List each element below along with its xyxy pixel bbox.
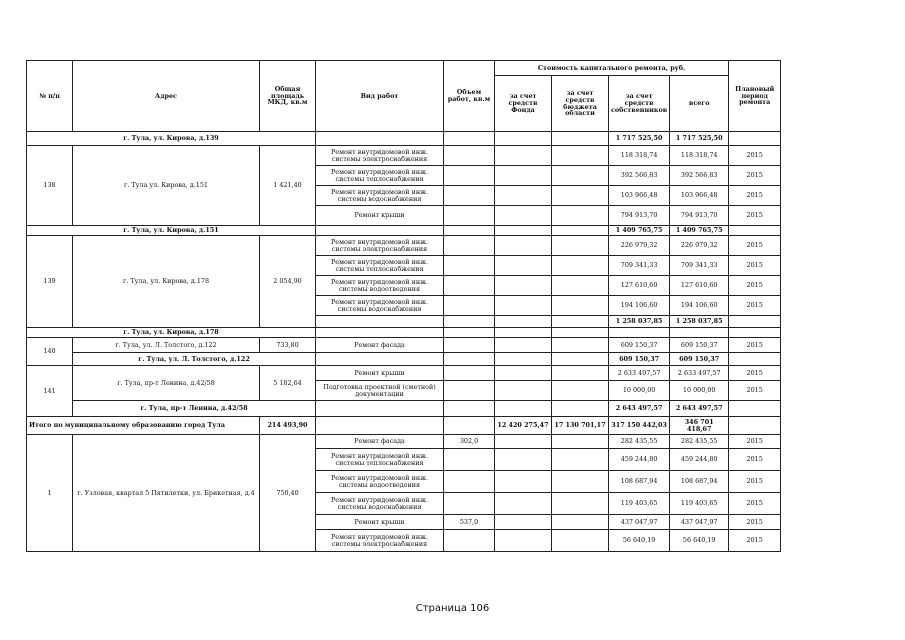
work-type: Подготовка проектной (сметной) документации [316, 381, 444, 401]
cost-total: 794 913,70 [670, 206, 729, 226]
work-type: Ремонт внутридомовой инж. системы электроснабжения [316, 236, 444, 256]
work-type: Ремонт внутридомовой инж. системы водоотведения [316, 276, 444, 296]
period: 2015 [729, 256, 781, 276]
cost-owners: 459 244,80 [609, 449, 670, 471]
subtotal-row [27, 226, 781, 236]
cost-owners: 103 966,48 [609, 186, 670, 206]
total-total: 346 701 418,67 [670, 417, 729, 435]
work-type: Ремонт фасада [316, 338, 444, 353]
subtotal-total: 609 150,37 [670, 353, 729, 366]
work-type: Ремонт внутридомовой инж. системы водоснабжения [316, 493, 444, 515]
work-type: Ремонт внутридомовой инж. системы теплоснабжения [316, 449, 444, 471]
period: 2015 [729, 471, 781, 493]
subtotal-label: г. Тула, ул. Кирова, д.139 [27, 132, 316, 146]
row-number: 138 [27, 146, 73, 226]
cost-total: 194 106,60 [670, 296, 729, 316]
period: 2015 [729, 435, 781, 449]
work-type: Ремонт крыши [316, 515, 444, 530]
subtotal-label: г. Тула, ул. Л. Толстого, д.122 [73, 353, 316, 366]
period: 2015 [729, 493, 781, 515]
work-volume: 537,0 [444, 515, 495, 530]
period: 2015 [729, 236, 781, 256]
total-fund: 12 420 275,47 [495, 417, 552, 435]
cost-owners: 437 047,97 [609, 515, 670, 530]
cost-total: 459 244,80 [670, 449, 729, 471]
header-region: за счет средств бюджета области [552, 76, 609, 132]
row-number: 141 [27, 366, 73, 417]
cost-total: 709 341,33 [670, 256, 729, 276]
cost-owners: 226 979,32 [609, 236, 670, 256]
header-volume: Объем работ, кв.м [444, 61, 495, 132]
cost-owners: 194 106,60 [609, 296, 670, 316]
table-row [27, 366, 781, 381]
total-region: 17 130 701,17 [552, 417, 609, 435]
cost-owners: 108 687,94 [609, 471, 670, 493]
subtotal-owners: 609 150,37 [609, 353, 670, 366]
subtotal-owners: 1 258 037,85 [609, 316, 670, 328]
total-row [27, 417, 781, 435]
cost-total: 2 633 497,57 [670, 366, 729, 381]
cost-total: 10 000,00 [670, 381, 729, 401]
header-period: Плановый период ремонта [729, 61, 781, 132]
subtotal-total: 1 409 765,75 [670, 226, 729, 236]
table-row [27, 338, 781, 353]
cost-owners: 794 913,70 [609, 206, 670, 226]
row-area: 733,80 [260, 338, 316, 353]
period: 2015 [729, 146, 781, 166]
cost-total: 609 150,37 [670, 338, 729, 353]
work-type: Ремонт внутридомовой инж. системы водоснабжения [316, 186, 444, 206]
cost-owners: 118 318,74 [609, 146, 670, 166]
subtotal-row [27, 401, 781, 417]
page-number: Страница 106 [415, 603, 490, 614]
period: 2015 [729, 296, 781, 316]
period: 2015 [729, 166, 781, 186]
cost-total: 103 966,48 [670, 186, 729, 206]
cost-total: 119 403,65 [670, 493, 729, 515]
cost-total: 108 687,94 [670, 471, 729, 493]
cost-total: 437 047,97 [670, 515, 729, 530]
period: 2015 [729, 186, 781, 206]
header-fund: за счет средств Фонда [495, 76, 552, 132]
subtotal-label: г. Тула, пр-т Ленина, д.42/58 [73, 401, 316, 417]
work-type: Ремонт внутридомовой инж. системы электроснабжения [316, 146, 444, 166]
header-total: всего [670, 76, 729, 132]
period: 2015 [729, 530, 781, 552]
row-area: 2 054,90 [260, 236, 316, 328]
cost-owners: 119 403,65 [609, 493, 670, 515]
work-type: Ремонт крыши [316, 366, 444, 381]
header-num: № п/п [27, 61, 73, 132]
total-owners: 317 150 442,03 [609, 417, 670, 435]
header-cost-group: Стоимость капитального ремонта, руб. [495, 61, 729, 76]
header-work-type: Вид работ [316, 61, 444, 132]
table-row [27, 146, 781, 166]
cost-owners: 56 640,19 [609, 530, 670, 552]
subtotal-total: 1 717 525,50 [670, 132, 729, 146]
period: 2015 [729, 366, 781, 381]
table-row [27, 435, 781, 449]
period: 2015 [729, 338, 781, 353]
subtotal-total: 1 258 037,85 [670, 316, 729, 328]
row-address: г. Тула, пр-т Ленина, д.42/58 [73, 366, 260, 401]
cost-total: 56 640,19 [670, 530, 729, 552]
row-number: 1 [27, 435, 73, 552]
header-address: Адрес [73, 61, 260, 132]
subtotal-owners: 2 643 497,57 [609, 401, 670, 417]
period: 2015 [729, 449, 781, 471]
subtotal-owners: 1 717 525,50 [609, 132, 670, 146]
cost-owners: 609 150,37 [609, 338, 670, 353]
row-number: 140 [27, 338, 73, 366]
row-address: г. Тула, ул. Л. Толстого, д.122 [73, 338, 260, 353]
row-address: г. Тула ул. Кирова, д.151 [73, 146, 260, 226]
period: 2015 [729, 515, 781, 530]
period: 2015 [729, 206, 781, 226]
work-type: Ремонт внутридомовой инж. системы водоотведения [316, 471, 444, 493]
work-type: Ремонт внутридомовой инж. системы водоснабжения [316, 296, 444, 316]
header-area: Общая площадь МКД, кв.м [260, 61, 316, 132]
cost-total: 226 979,32 [670, 236, 729, 256]
subtotal-label: г. Тула, ул. Кирова, д.178 [27, 328, 316, 338]
row-address: г. Узловая, квартал 5 Пятилетки, ул. Брикетная, д.4 [73, 435, 260, 552]
cost-owners: 282 435,55 [609, 435, 670, 449]
subtotal-row [27, 132, 781, 146]
table-row [27, 236, 781, 256]
cost-owners: 2 633 497,57 [609, 366, 670, 381]
subtotal-owners: 1 409 765,75 [609, 226, 670, 236]
cost-owners: 127 610,60 [609, 276, 670, 296]
subtotal-total: 2 643 497,57 [670, 401, 729, 417]
cost-total: 127 610,60 [670, 276, 729, 296]
capital-repair-table [26, 60, 781, 552]
total-area: 214 493,90 [260, 417, 316, 435]
period: 2015 [729, 276, 781, 296]
work-type: Ремонт внутридомовой инж. системы теплоснабжения [316, 166, 444, 186]
header-owners: за счет средств собственников [609, 76, 670, 132]
row-address: г. Тула, ул. Кирова, д.178 [73, 236, 260, 328]
subtotal-row [27, 328, 781, 338]
row-area: 1 421,40 [260, 146, 316, 226]
total-label: Итого по муниципальному образованию город Тула [27, 417, 260, 435]
cost-total: 282 435,55 [670, 435, 729, 449]
subtotal-row [27, 353, 781, 366]
work-volume: 302,0 [444, 435, 495, 449]
row-area: 5 182,64 [260, 366, 316, 401]
work-type: Ремонт внутридомовой инж. системы теплоснабжения [316, 256, 444, 276]
work-type: Ремонт фасада [316, 435, 444, 449]
cost-total: 118 318,74 [670, 146, 729, 166]
cost-owners: 392 566,83 [609, 166, 670, 186]
cost-owners: 709 341,33 [609, 256, 670, 276]
cost-owners: 10 000,00 [609, 381, 670, 401]
work-type: Ремонт внутридомовой инж. системы электроснабжения [316, 530, 444, 552]
row-area: 750,40 [260, 435, 316, 552]
subtotal-label: г. Тула, ул. Кирова, д.151 [27, 226, 316, 236]
cost-total: 392 566,83 [670, 166, 729, 186]
row-number: 139 [27, 236, 73, 328]
period: 2015 [729, 381, 781, 401]
work-type: Ремонт крыши [316, 206, 444, 226]
